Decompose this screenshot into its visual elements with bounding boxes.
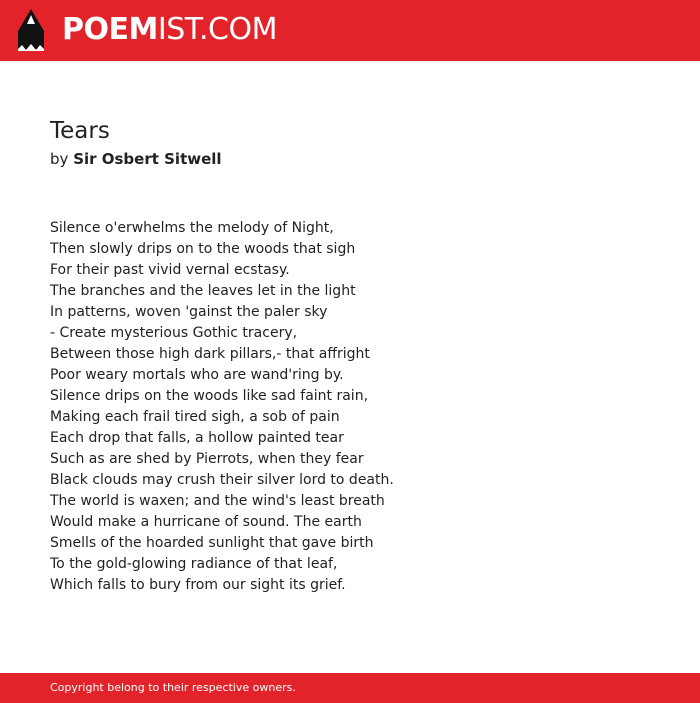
poem-line: For their past vivid vernal ecstasy. [50, 262, 290, 278]
poem-line: Smells of the hoarded sunlight that gave birth [50, 535, 374, 551]
poem-line: Silence o'erwhelms the melody of Night, [50, 220, 334, 236]
poem-line: Each drop that falls, a hollow painted tear [50, 430, 344, 446]
site-logo[interactable] [62, 12, 277, 48]
copyright-text: Copyright belong to their respective owners. [50, 681, 296, 694]
poem-line: The branches and the leaves let in the light [50, 283, 356, 299]
poem-line: To the gold-glowing radiance of that leaf, [50, 556, 338, 572]
poem-byline [50, 149, 222, 169]
poem-line: Such as are shed by Pierrots, when they fear [50, 451, 364, 467]
poem-line: The world is waxen; and the wind's least breath [50, 493, 385, 509]
poem-line: Between those high dark pillars,- that affright [50, 346, 370, 362]
poem-body [50, 218, 394, 596]
poem-line: In patterns, woven 'gainst the paler sky [50, 304, 328, 320]
poem-author: Sir Osbert Sitwell [73, 150, 222, 168]
poem-line: - Create mysterious Gothic tracery, [50, 325, 298, 341]
pencil-icon[interactable] [18, 9, 44, 51]
poem-line: Would make a hurricane of sound. The earth [50, 514, 362, 530]
poem-line: Silence drips on the woods like sad faint rain, [50, 388, 369, 404]
poem-title: Tears [50, 118, 110, 144]
byline-prefix: by [50, 150, 69, 168]
site-header [0, 0, 700, 61]
poem-line: Which falls to bury from our sight its grief. [50, 577, 346, 593]
poem-line: Making each frail tired sigh, a sob of pain [50, 409, 340, 425]
logo-light-text: IST.COM [157, 12, 277, 47]
poem-line: Black clouds may crush their silver lord to death. [50, 472, 394, 488]
poem-line: Then slowly drips on to the woods that sigh [50, 241, 356, 257]
poem-line: Poor weary mortals who are wand'ring by. [50, 367, 344, 383]
logo-bold-text: POEM [62, 12, 158, 47]
site-footer [0, 673, 700, 703]
